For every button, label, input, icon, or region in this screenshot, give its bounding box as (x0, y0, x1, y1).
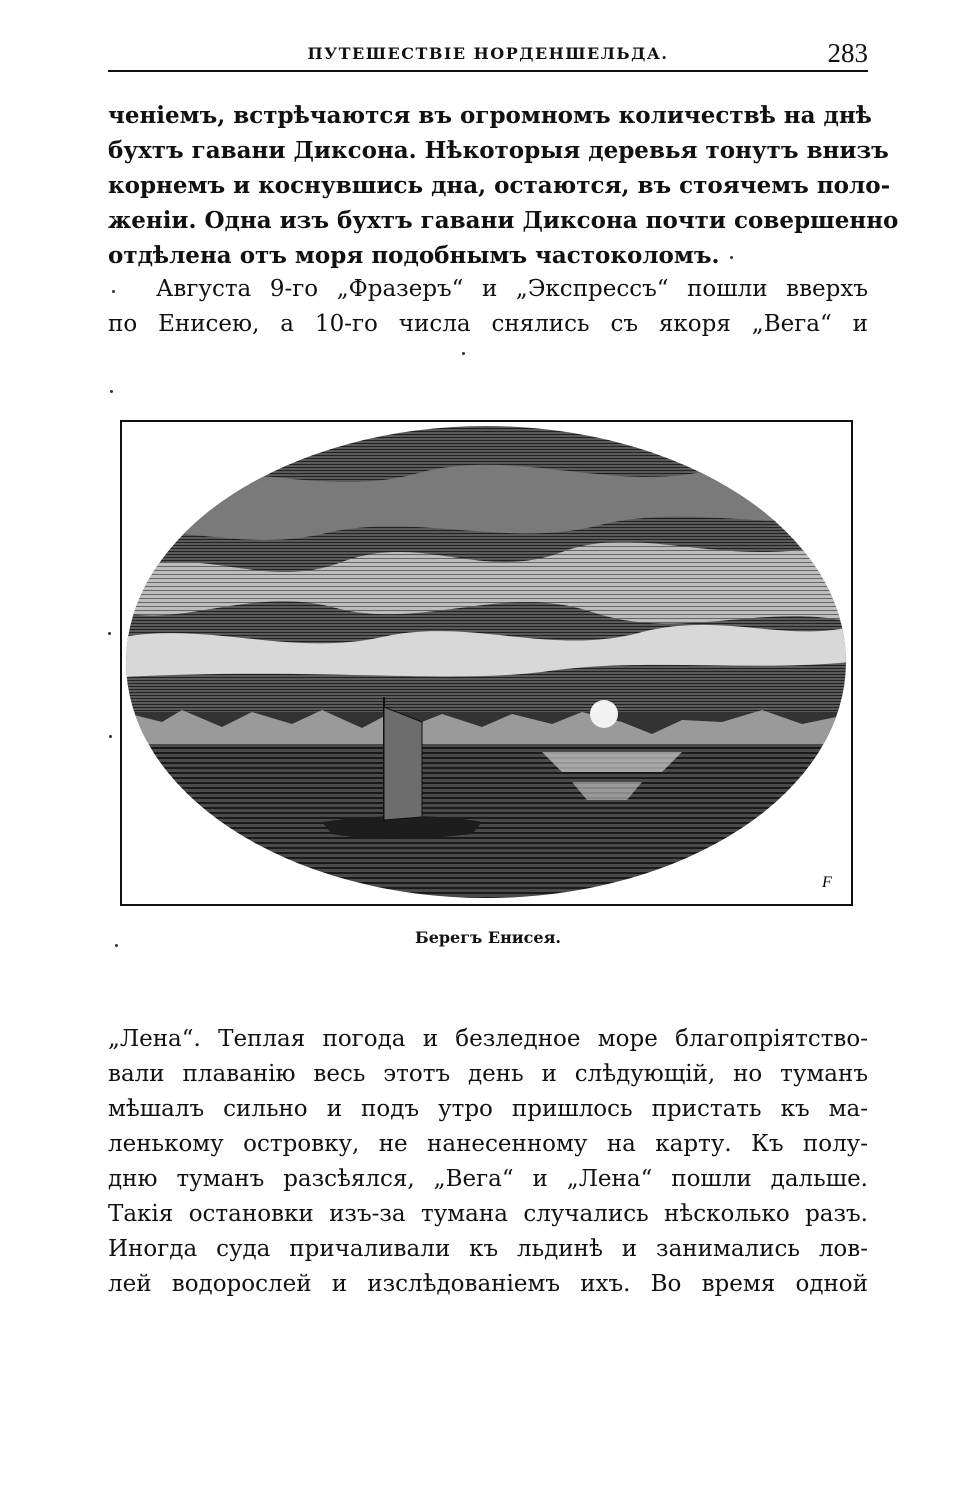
text-line: отдѣлена отъ моря подобнымъ частоколомъ. (108, 242, 720, 269)
paragraph-3 (108, 1022, 868, 1302)
engraver-signature: F (822, 874, 832, 891)
text-line: вали плаванію весь этотъ день и слѣдующій, но туманъ (108, 1061, 868, 1087)
running-title: ПУТЕШЕСТВІЕ НОРДЕНШЕЛЬДА. (307, 44, 669, 63)
text-line: лей водорослей и изслѣдованіемъ ихъ. Во время одной (108, 1271, 868, 1297)
text-line: ленькому островку, не нанесенному на карту. Къ полу- (108, 1131, 868, 1157)
text-line: по Енисею, а 10-го числа снялись съ якоря „Вега“ и (108, 311, 868, 337)
figure-caption: Берегъ Енисея. (415, 928, 561, 947)
text-line: Иногда суда причаливали къ льдинѣ и занимались лов- (108, 1236, 868, 1262)
text-line: Такія остановки изъ-за тумана случались нѣсколько разъ. (108, 1201, 868, 1227)
page-header (108, 36, 868, 72)
page-number: 283 (827, 38, 868, 68)
text-line: дню туманъ разсѣялся, „Вега“ и „Лена“ пошли дальше. (108, 1166, 868, 1192)
text-line: мѣшалъ сильно и подъ утро пришлось пристать къ ма- (108, 1096, 868, 1122)
text-line: бухтъ гавани Диксона. Нѣкоторыя деревья тонутъ внизъ (108, 137, 889, 164)
paragraph-1 (108, 98, 899, 273)
text-line: Августа 9-го „Фразеръ“ и „Экспрессъ“ пошли вверхъ (156, 276, 868, 302)
text-line: женіи. Одна изъ бухтъ гавани Диксона почти совершенно (108, 207, 899, 234)
text-line: корнемъ и коснувшись дна, остаются, въ стоячемъ поло- (108, 172, 891, 199)
paragraph-2 (108, 272, 868, 342)
text-line: „Лена“. Теплая погода и безледное море благопріятство- (108, 1026, 868, 1052)
yenisei-shore-engraving (122, 422, 851, 904)
engraving-illustration (120, 420, 853, 906)
text-line: ченіемъ, встрѣчаются въ огромномъ количествѣ на днѣ (108, 102, 872, 129)
